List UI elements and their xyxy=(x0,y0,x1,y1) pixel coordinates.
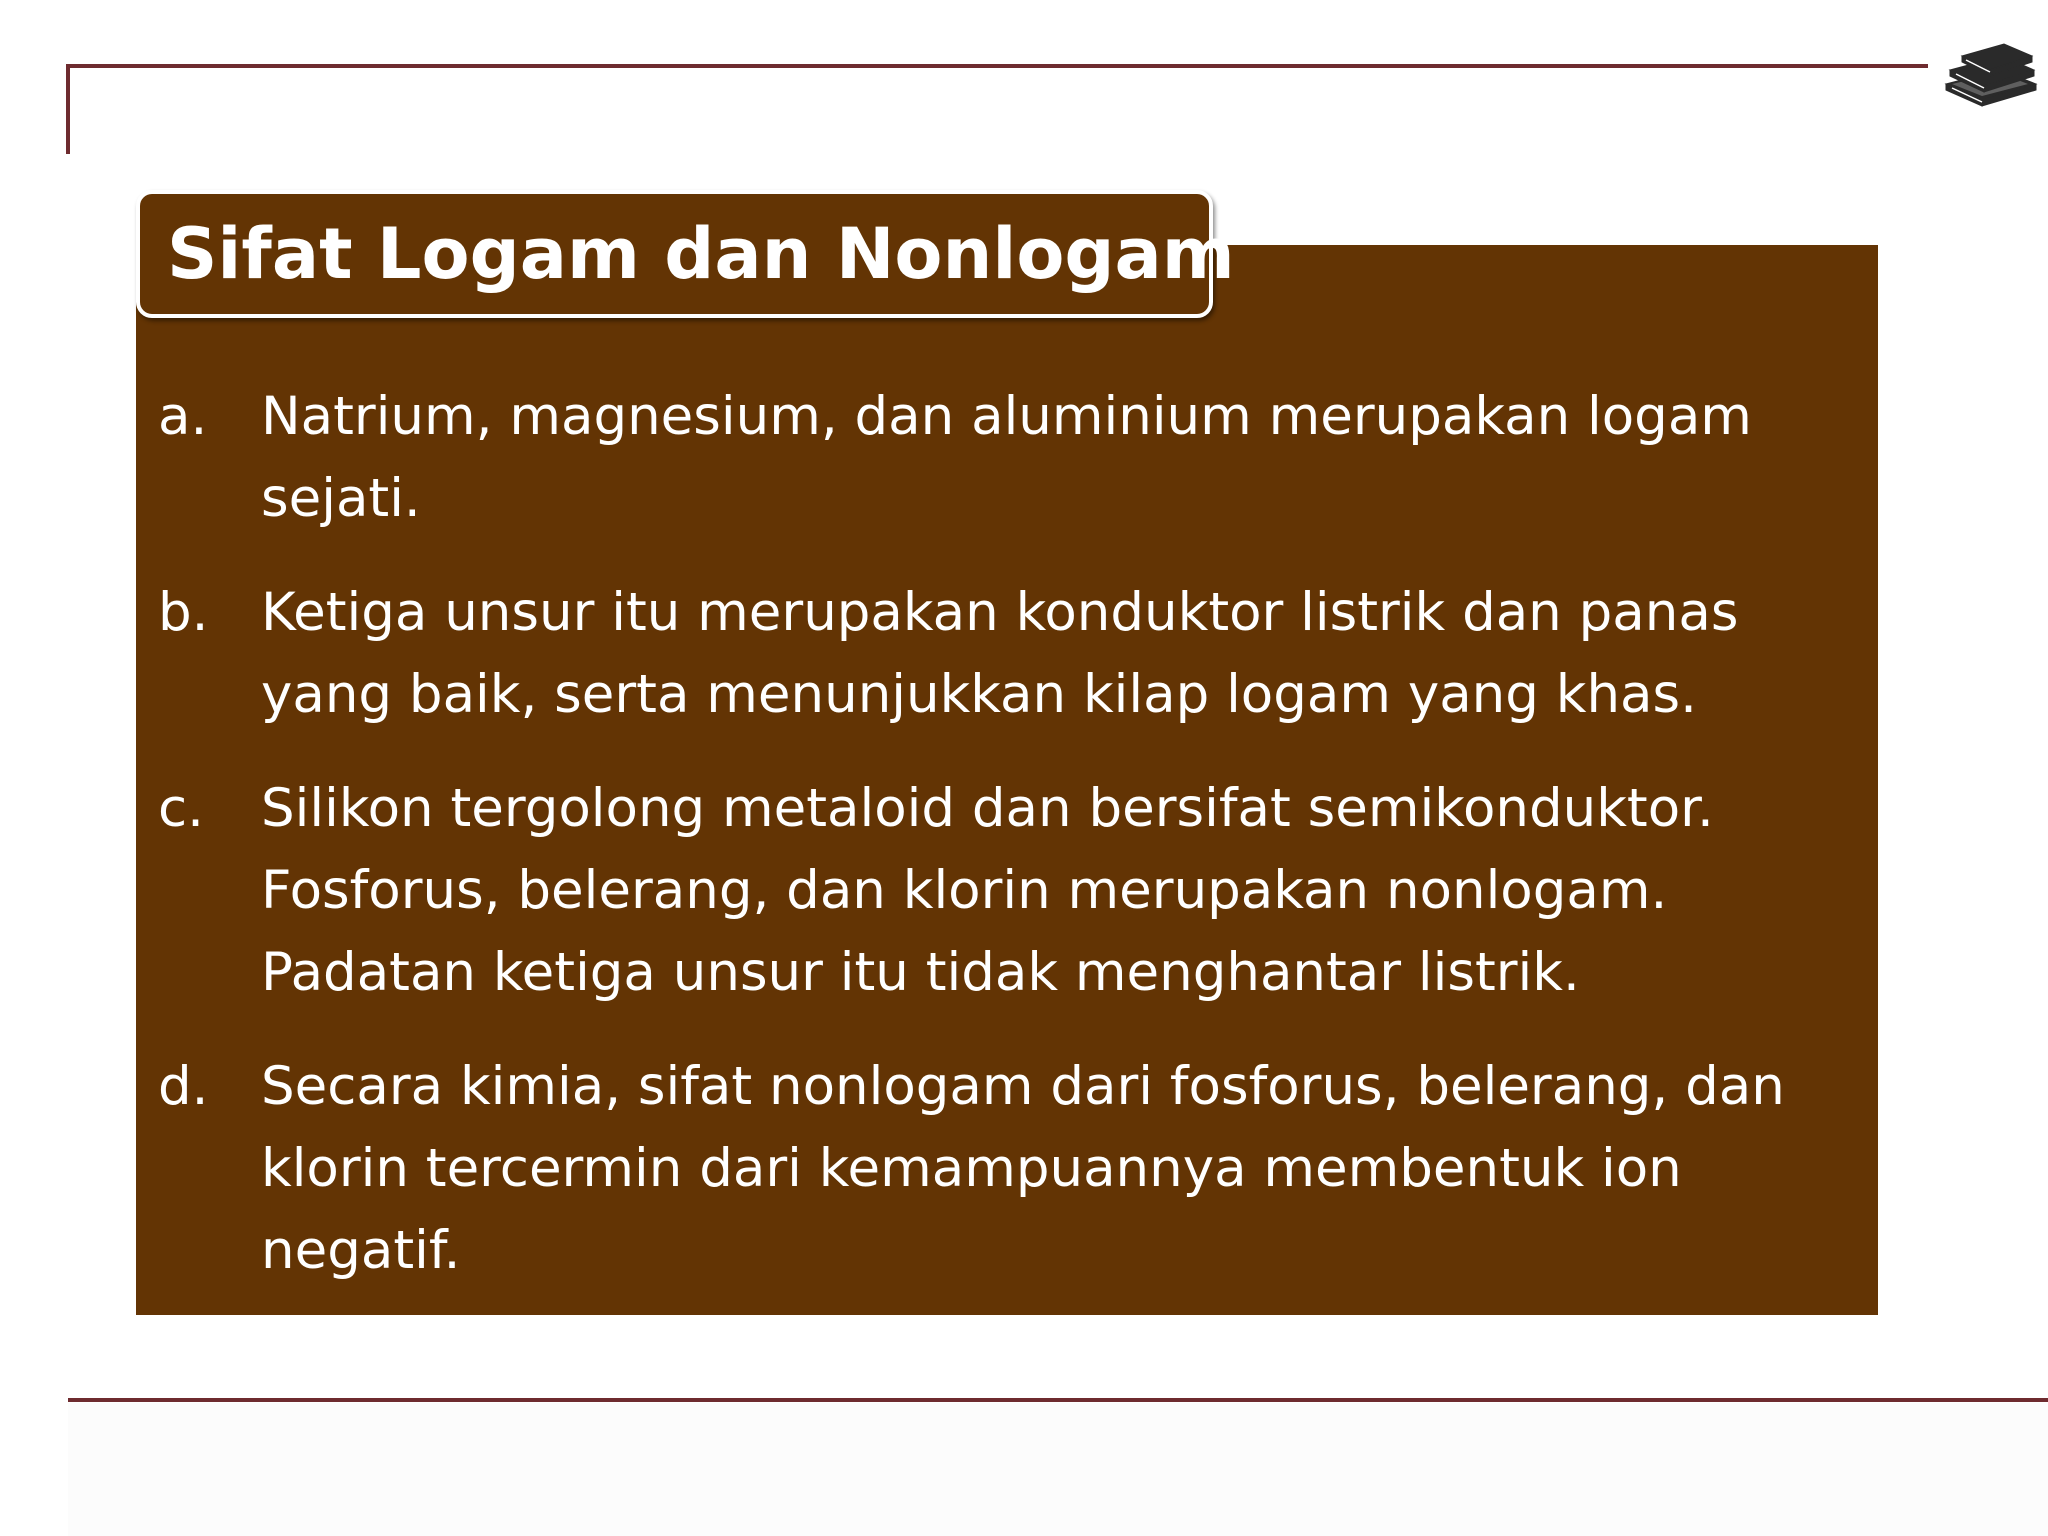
list-item xyxy=(158,768,1868,1014)
property-list xyxy=(158,376,1868,1324)
bottom-rule xyxy=(68,1398,2048,1402)
list-item xyxy=(158,1046,1868,1292)
footer-band xyxy=(68,1403,2048,1536)
slide-title: Sifat Logam dan Nonlogam xyxy=(167,213,1235,295)
list-marker: c. xyxy=(158,778,204,839)
top-rule xyxy=(66,64,1928,68)
list-marker: d. xyxy=(158,1056,209,1117)
list-item xyxy=(158,376,1868,540)
left-rule xyxy=(66,64,70,154)
list-item xyxy=(158,572,1868,736)
list-item-text: Secara kimia, sifat nonlogam dari fosforus, belerang, dan klorin tercermin dari kemampuannya membentuk ion negatif. xyxy=(261,1056,1785,1281)
list-item-text: Natrium, magnesium, dan aluminium merupakan logam sejati. xyxy=(261,386,1752,529)
list-item-text: Ketiga unsur itu merupakan konduktor listrik dan panas yang baik, serta menunjukkan kilap logam yang khas. xyxy=(261,582,1739,725)
list-marker: b. xyxy=(158,582,209,643)
book-stack-icon xyxy=(1940,40,2040,110)
title-tab xyxy=(136,190,1235,318)
list-item-text: Silikon tergolong metaloid dan bersifat semikonduktor. Fosforus, belerang, dan klorin merupakan nonlogam. Padatan ketiga unsur itu tidak menghantar listrik. xyxy=(261,778,1714,1003)
list-marker: a. xyxy=(158,386,208,447)
